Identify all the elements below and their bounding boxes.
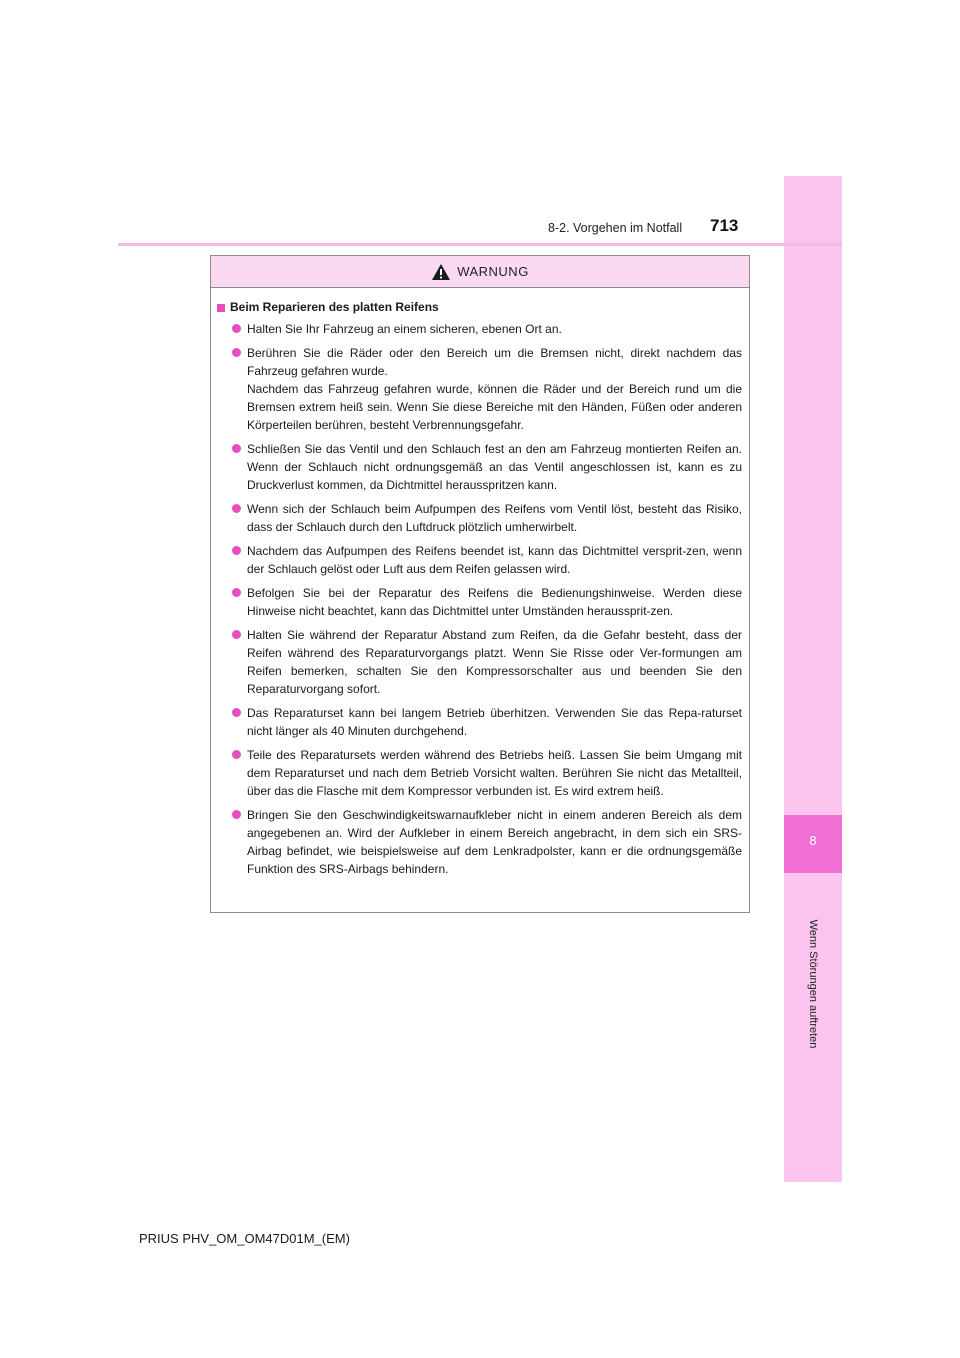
warning-subheading-text: Beim Reparieren des platten Reifens bbox=[230, 300, 439, 314]
warning-header bbox=[211, 256, 749, 288]
list-item bbox=[217, 344, 742, 434]
bullet-dot-icon bbox=[232, 810, 241, 819]
bullet-dot-icon bbox=[232, 444, 241, 453]
document-code: PRIUS PHV_OM_OM47D01M_(EM) bbox=[139, 1231, 350, 1246]
list-item-text: Halten Sie Ihr Fahrzeug an einem sicheren, ebenen Ort an. bbox=[247, 322, 562, 336]
warning-box bbox=[210, 255, 750, 913]
square-bullet-icon bbox=[217, 304, 225, 312]
bullet-dot-icon bbox=[232, 348, 241, 357]
list-item bbox=[217, 440, 742, 494]
bullet-dot-icon bbox=[232, 588, 241, 597]
warning-triangle-icon bbox=[431, 263, 451, 281]
list-item bbox=[217, 500, 742, 536]
bullet-dot-icon bbox=[232, 504, 241, 513]
list-item-text: Das Reparaturset kann bei langem Betrieb überhitzen. Verwenden Sie das Repa-raturset nicht länger als 40 Minuten durchgehend. bbox=[247, 706, 742, 738]
list-item bbox=[217, 320, 742, 338]
list-item-text: Bringen Sie den Geschwindigkeitswarnaufkleber nicht in einem anderen Bereich als dem angegebenen an. Wird der Aufkleber in einem Bereich angebracht, in dem sich ein SRS-Airbag befindet, wie beispielsweise auf dem Lenkradpolster, kann er die ordnungsgemäße Funktion des SRS-Airbags behindern. bbox=[247, 808, 742, 876]
chapter-number: 8 bbox=[809, 833, 817, 848]
page-number: 713 bbox=[710, 216, 739, 235]
list-item-text: Halten Sie während der Reparatur Abstand zum Reifen, da die Gefahr besteht, dass der Reifen während des Reparaturvorgangs platzt. Wenn Sie Risse oder Ver-formungen am Reifen bemerken, schalten Sie den Kompressorschalter aus und beenden Sie den Reparaturvorgang sofort. bbox=[247, 628, 742, 696]
bullet-dot-icon bbox=[232, 324, 241, 333]
list-item-text: Teile des Reparatursets werden während des Betriebs heiß. Lassen Sie beim Umgang mit dem Reparaturset und nach dem Betrieb Vorsicht walten. Berühren Sie nicht das Metallteil, über das die Flasche mit dem Kompressor verbunden ist. Es wird extrem heiß. bbox=[247, 748, 742, 798]
list-item bbox=[217, 542, 742, 578]
list-item bbox=[217, 626, 742, 698]
list-item-text: Berühren Sie die Räder oder den Bereich um die Bremsen nicht, direkt nachdem das Fahrzeug gefahren wurde. Nachdem das Fahrzeug gefahren wurde, können die Räder und der Bereich rund um die Bremsen extrem heiß sein. Wenn Sie diese Bereiche mit den Händen, Füßen oder anderen Körperteilen berühren, besteht Verbrennungsgefahr. bbox=[247, 346, 742, 432]
bullet-dot-icon bbox=[232, 750, 241, 759]
warning-subheading bbox=[217, 299, 742, 316]
warning-list bbox=[217, 320, 742, 878]
header-divider bbox=[118, 243, 842, 246]
list-item-text: Nachdem das Aufpumpen des Reifens beendet ist, kann das Dichtmittel versprit-zen, wenn der Schlauch gelöst oder Luft aus dem Reifen gelassen wird. bbox=[247, 544, 742, 576]
bullet-dot-icon bbox=[232, 546, 241, 555]
list-item bbox=[217, 584, 742, 620]
bullet-dot-icon bbox=[232, 630, 241, 639]
list-item-text: Schließen Sie das Ventil und den Schlauch fest an den am Fahrzeug montierten Reifen an. Wenn der Schlauch nicht ordnungsgemäß an das Ventil angeschlossen ist, kann es zu Druckverlust kommen, da Dichtmittel herausspritzen kann. bbox=[247, 442, 742, 492]
list-item-text: Wenn sich der Schlauch beim Aufpumpen des Reifens vom Ventil löst, besteht das Risiko, dass der Schlauch durch den Luftdruck plötzlich umherwirbelt. bbox=[247, 502, 742, 534]
chapter-label-text: Wenn Störungen auftreten bbox=[807, 919, 819, 1049]
chapter-tab bbox=[784, 815, 842, 873]
bullet-dot-icon bbox=[232, 708, 241, 717]
warning-content bbox=[211, 288, 749, 878]
list-item-text: Befolgen Sie bei der Reparatur des Reifens die Bedienungshinweise. Werden diese Hinweise nicht beachtet, kann das Dichtmittel unter Umständen heraussprit-zen. bbox=[247, 586, 742, 618]
list-item bbox=[217, 806, 742, 878]
list-item bbox=[217, 746, 742, 800]
list-item bbox=[217, 704, 742, 740]
warning-title: WARNUNG bbox=[457, 264, 529, 279]
section-title: 8-2. Vorgehen im Notfall bbox=[548, 221, 683, 235]
